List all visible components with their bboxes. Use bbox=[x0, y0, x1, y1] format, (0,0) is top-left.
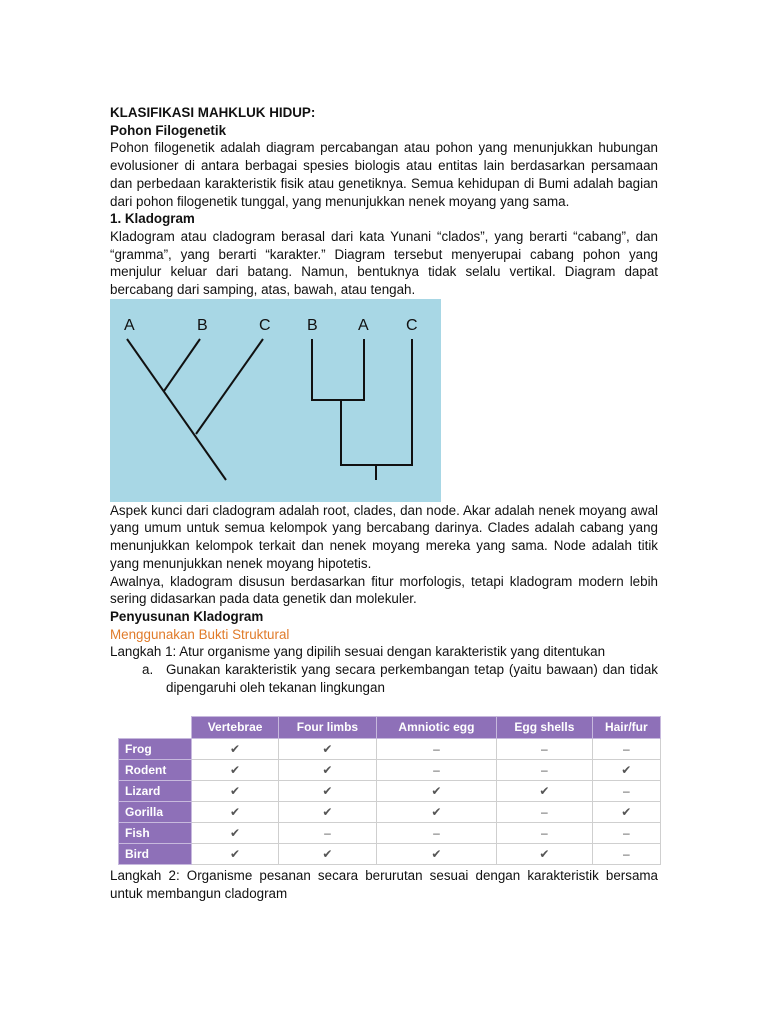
left-label-a: A bbox=[124, 316, 135, 334]
left-label-c: C bbox=[259, 316, 271, 334]
diagonal-tree bbox=[127, 339, 263, 480]
table-row bbox=[119, 802, 661, 823]
table-cell: ✔ bbox=[497, 781, 592, 802]
list-item-a-marker: a. bbox=[142, 662, 154, 678]
table-cell: ✔ bbox=[192, 823, 279, 844]
document-page bbox=[110, 104, 658, 903]
table-cell: – bbox=[497, 802, 592, 823]
penyusunan-title: Penyusunan Kladogram bbox=[110, 608, 264, 624]
traits-table bbox=[118, 716, 661, 865]
row-label: Rodent bbox=[119, 760, 192, 781]
kladogram-paragraph: Kladogram atau cladogram berasal dari kata Yunani “clados”, yang berarti “cabang”, dan “gramma”, yang berarti “karakter.” Diagram tersebut menyerupai cabang pohon yang menjulur keluar dari batang. Namun, bentuknya tidak selalu vertikal. Diagram dapat bercabang dari samping, atas, bawah, atau tengah. bbox=[110, 228, 658, 298]
table-cell: – bbox=[592, 823, 660, 844]
row-label: Lizard bbox=[119, 781, 192, 802]
rectangular-tree bbox=[312, 339, 412, 480]
aspek-paragraph: Aspek kunci dari cladogram adalah root, clades, dan node. Akar adalah nenek moyang awal yang umum untuk semua kelompok yang bercabang darinya. Clades adalah cabang yang menunjukkan kelompok terkait dan nenek moyang mereka yang sama. Node adalah titik yang menunjukkan nenek moyang hipotetis. bbox=[110, 502, 658, 571]
table-cell: ✔ bbox=[192, 739, 279, 760]
traits-table-wrap bbox=[118, 716, 658, 865]
table-cell: ✔ bbox=[279, 760, 377, 781]
table-cell: ✔ bbox=[592, 802, 660, 823]
table-cell: ✔ bbox=[279, 781, 377, 802]
table-cell: – bbox=[279, 823, 377, 844]
table-cell: – bbox=[376, 823, 496, 844]
langkah-1: Langkah 1: Atur organisme yang dipilih sesuai dengan karakteristik yang ditentukan bbox=[110, 644, 606, 660]
table-header-row bbox=[119, 717, 661, 739]
column-header: Four limbs bbox=[279, 717, 377, 739]
table-row bbox=[119, 844, 661, 865]
table-cell: ✔ bbox=[192, 781, 279, 802]
table-cell: ✔ bbox=[192, 802, 279, 823]
table-cell: – bbox=[497, 823, 592, 844]
table-cell: – bbox=[376, 739, 496, 760]
row-label: Frog bbox=[119, 739, 192, 760]
intro-paragraph: Pohon filogenetik adalah diagram percabangan atau pohon yang menunjukkan hubungan evolusioner di antara berbagai spesies biologis atau entitas lain berdasarkan persamaan dan perbedaan karakteristik fisik atau genetiknya. Semua kehidupan di Bumi adalah bagian dari pohon filogenetik tunggal, yang menunjukkan nenek moyang yang sama. bbox=[110, 140, 658, 209]
table-cell: ✔ bbox=[376, 781, 496, 802]
table-cell: – bbox=[497, 739, 592, 760]
table-cell: ✔ bbox=[192, 760, 279, 781]
row-label: Gorilla bbox=[119, 802, 192, 823]
struktural-title: Menggunakan Bukti Struktural bbox=[110, 626, 290, 642]
list-item-a bbox=[110, 661, 658, 696]
table-cell: ✔ bbox=[279, 739, 377, 760]
table-row bbox=[119, 739, 661, 760]
right-label-b: B bbox=[307, 316, 318, 334]
table-cell: – bbox=[592, 781, 660, 802]
cladogram-diagram bbox=[110, 299, 441, 502]
left-label-b: B bbox=[197, 316, 208, 334]
subheading-pohon-filogenetik: Pohon Filogenetik bbox=[110, 122, 227, 138]
header-blank bbox=[119, 717, 192, 739]
column-header: Amniotic egg bbox=[376, 717, 496, 739]
awalnya-paragraph: Awalnya, kladogram disusun berdasarkan fitur morfologis, tetapi kladogram modern lebih sering didasarkan pada data genetik dan molekuler. bbox=[110, 573, 658, 607]
list-item-a-text: Gunakan karakteristik yang secara perkembangan tetap (yaitu bawaan) dan tidak dipengaruhi oleh tekanan lingkungan bbox=[166, 662, 658, 695]
table-cell: ✔ bbox=[279, 802, 377, 823]
table-cell: ✔ bbox=[376, 802, 496, 823]
section-title-kladogram: 1. Kladogram bbox=[110, 211, 195, 227]
column-header: Egg shells bbox=[497, 717, 592, 739]
column-header: Hair/fur bbox=[592, 717, 660, 739]
table-cell: ✔ bbox=[279, 844, 377, 865]
table-cell: – bbox=[376, 760, 496, 781]
right-label-a: A bbox=[358, 316, 369, 334]
table-cell: ✔ bbox=[376, 844, 496, 865]
langkah-2: Langkah 2: Organisme pesanan secara berurutan sesuai dengan karakteristik bersama untuk membangun cladogram bbox=[110, 868, 658, 902]
table-cell: ✔ bbox=[592, 760, 660, 781]
page-heading: KLASIFIKASI MAHKLUK HIDUP: bbox=[110, 105, 316, 120]
cladogram-figure bbox=[110, 299, 441, 502]
table-cell: ✔ bbox=[192, 844, 279, 865]
row-label: Fish bbox=[119, 823, 192, 844]
table-row bbox=[119, 823, 661, 844]
column-header: Vertebrae bbox=[192, 717, 279, 739]
table-cell: – bbox=[592, 739, 660, 760]
right-label-c: C bbox=[406, 316, 418, 334]
row-label: Bird bbox=[119, 844, 192, 865]
table-row bbox=[119, 760, 661, 781]
table-cell: ✔ bbox=[497, 844, 592, 865]
table-row bbox=[119, 781, 661, 802]
table-cell: – bbox=[497, 760, 592, 781]
table-cell: – bbox=[592, 844, 660, 865]
